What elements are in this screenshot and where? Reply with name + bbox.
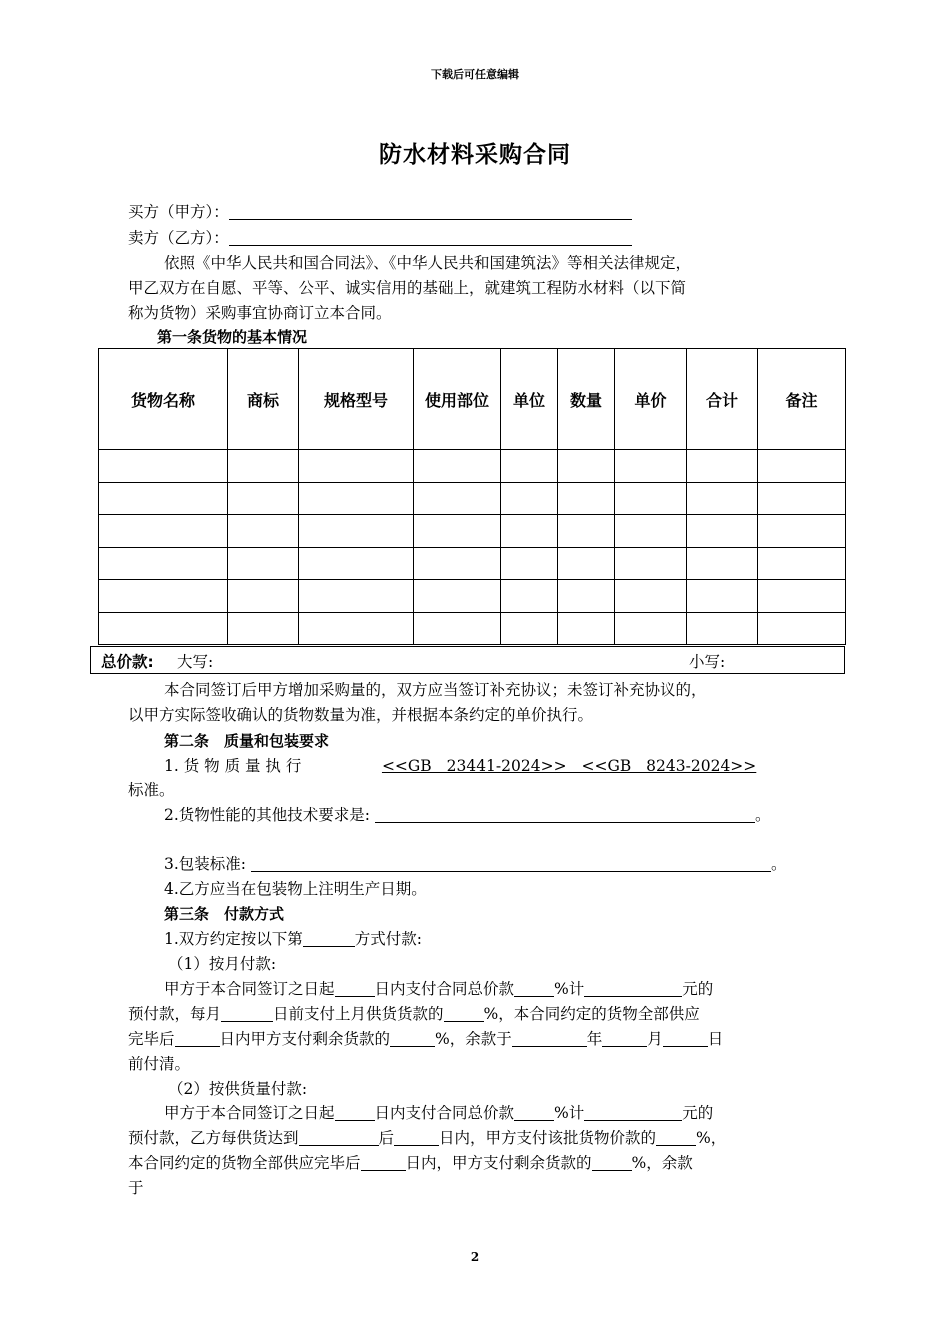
quantity-line-4: 于 bbox=[128, 1179, 144, 1197]
table-cell[interactable] bbox=[758, 450, 846, 483]
monthly-text: 日内支付合同总价款 bbox=[374, 980, 515, 998]
monthly-year-field[interactable] bbox=[512, 1030, 587, 1047]
table-header-row bbox=[99, 349, 846, 450]
goods-table bbox=[98, 348, 846, 645]
table-cell[interactable] bbox=[558, 547, 615, 580]
table-cell[interactable] bbox=[299, 580, 414, 613]
article1-title: 第一条货物的基本情况 bbox=[157, 328, 308, 346]
article2-item3 bbox=[164, 854, 786, 874]
table-cell[interactable] bbox=[501, 612, 558, 645]
table-cell[interactable] bbox=[299, 612, 414, 645]
quantity-text: 预付款，乙方每供货达到 bbox=[128, 1129, 299, 1147]
monthly-prepay-amount-field[interactable] bbox=[584, 980, 682, 997]
article2-item1-suffix: 标准。 bbox=[128, 781, 175, 799]
table-row bbox=[99, 515, 846, 548]
monthly-text: 日 bbox=[707, 1030, 724, 1048]
packaging-label: 3.包装标准: bbox=[164, 855, 247, 873]
packaging-end: 。 bbox=[770, 855, 787, 873]
table-cell[interactable] bbox=[99, 515, 228, 548]
quantity-line-3 bbox=[128, 1153, 693, 1173]
monthly-text: 完毕后 bbox=[128, 1030, 175, 1048]
article2-item4: 4.乙方应当在包装物上注明生产日期。 bbox=[164, 880, 427, 898]
col-remark: 备注 bbox=[758, 349, 846, 450]
quantity-text: 本合同约定的货物全部供应完毕后 bbox=[128, 1154, 361, 1172]
monthly-day-field[interactable] bbox=[221, 1005, 273, 1022]
packaging-field[interactable] bbox=[251, 855, 771, 872]
monthly-text: %计 bbox=[554, 980, 585, 998]
article3-title: 第三条 付款方式 bbox=[164, 905, 285, 923]
quantity-text: 元的 bbox=[682, 1104, 714, 1122]
monthly-month-field[interactable] bbox=[602, 1030, 647, 1047]
contract-title: 防水材料采购合同 bbox=[379, 142, 571, 168]
quantity-threshold-field[interactable] bbox=[299, 1129, 379, 1146]
quality-standard-value[interactable]: <<GB 23441-2024>> <<GB 8243-2024>> bbox=[381, 757, 757, 775]
table-row bbox=[99, 580, 846, 613]
monthly-text: %，余款于 bbox=[435, 1030, 512, 1048]
table-cell[interactable] bbox=[558, 580, 615, 613]
quantity-days-field[interactable] bbox=[394, 1129, 439, 1146]
quantity-text: 日内，甲方支付剩余货款的 bbox=[405, 1154, 592, 1172]
table-cell[interactable] bbox=[228, 612, 299, 645]
monthly-prepay-days-field[interactable] bbox=[335, 980, 375, 997]
quality-standard-label: 1. 货 物 质 量 执 行 bbox=[164, 757, 302, 775]
quantity-prepay-amount-field[interactable] bbox=[584, 1104, 682, 1121]
payment-method-label: 1.双方约定按以下第 bbox=[164, 930, 303, 948]
table-cell[interactable] bbox=[99, 612, 228, 645]
table-cell[interactable] bbox=[615, 450, 687, 483]
quantity-text: 后 bbox=[378, 1129, 395, 1147]
seller-field[interactable] bbox=[229, 229, 632, 246]
monthly-line-3 bbox=[128, 1029, 723, 1049]
buyer-line bbox=[128, 202, 632, 222]
monthly-text: %，本合同约定的货物全部供应 bbox=[483, 1005, 700, 1023]
monthly-text: 元的 bbox=[682, 980, 714, 998]
table-cell[interactable] bbox=[758, 515, 846, 548]
intro-line-2: 甲乙双方在自愿、平等、公平、诚实信用的基础上，就建筑工程防水材料（以下简 bbox=[128, 279, 687, 297]
col-usage: 使用部位 bbox=[414, 349, 501, 450]
table-cell[interactable] bbox=[501, 515, 558, 548]
table-cell[interactable] bbox=[414, 547, 501, 580]
table-cell[interactable] bbox=[414, 482, 501, 515]
monthly-prepay-percent-field[interactable] bbox=[514, 980, 554, 997]
table-cell[interactable] bbox=[558, 482, 615, 515]
col-unit-price: 单价 bbox=[615, 349, 687, 450]
quantity-text: %， bbox=[696, 1129, 727, 1147]
quantity-final-days-field[interactable] bbox=[361, 1154, 406, 1171]
option1-title: （1）按月付款: bbox=[168, 955, 277, 973]
table-cell[interactable] bbox=[615, 612, 687, 645]
table-cell[interactable] bbox=[228, 515, 299, 548]
monthly-final-days-field[interactable] bbox=[175, 1030, 220, 1047]
seller-label: 卖方（乙方）： bbox=[128, 229, 229, 247]
table-cell[interactable] bbox=[501, 450, 558, 483]
table-cell[interactable] bbox=[299, 547, 414, 580]
article2-item1 bbox=[164, 756, 756, 776]
quantity-final-percent-field[interactable] bbox=[592, 1154, 632, 1171]
article3-item1 bbox=[164, 929, 422, 949]
monthly-text: 甲方于本合同签订之日起 bbox=[164, 980, 335, 998]
table-cell[interactable] bbox=[687, 547, 758, 580]
tech-requirement-end: 。 bbox=[754, 806, 771, 824]
table-row bbox=[99, 482, 846, 515]
table-cell[interactable] bbox=[299, 482, 414, 515]
col-spec: 规格型号 bbox=[299, 349, 414, 450]
table-cell[interactable] bbox=[228, 547, 299, 580]
col-quantity: 数量 bbox=[558, 349, 615, 450]
monthly-line-4: 前付清。 bbox=[128, 1055, 191, 1073]
article1-note-1: 本合同签订后甲方增加采购量的，双方应当签订补充协议；未签订补充协议的， bbox=[164, 681, 707, 699]
col-goods-name: 货物名称 bbox=[99, 349, 228, 450]
intro-line-1: 依照《中华人民共和国合同法》、《中华人民共和国建筑法》等相关法律规定， bbox=[164, 254, 692, 272]
table-cell[interactable] bbox=[228, 482, 299, 515]
table-cell[interactable] bbox=[501, 482, 558, 515]
table-cell[interactable] bbox=[615, 580, 687, 613]
option2-title: （2）按供货量付款: bbox=[168, 1080, 308, 1098]
seller-line bbox=[128, 228, 632, 248]
table-cell[interactable] bbox=[501, 580, 558, 613]
table-cell[interactable] bbox=[299, 515, 414, 548]
table-cell[interactable] bbox=[228, 450, 299, 483]
table-cell[interactable] bbox=[758, 547, 846, 580]
table-cell[interactable] bbox=[758, 482, 846, 515]
quantity-text: 日内支付合同总价款 bbox=[374, 1104, 515, 1122]
col-brand: 商标 bbox=[228, 349, 299, 450]
table-row bbox=[99, 547, 846, 580]
monthly-text: 年 bbox=[586, 1030, 603, 1048]
table-cell[interactable] bbox=[687, 450, 758, 483]
monthly-text: 月 bbox=[647, 1030, 663, 1048]
table-cell[interactable] bbox=[99, 580, 228, 613]
article2-item2 bbox=[164, 805, 770, 825]
buyer-label: 买方（甲方）： bbox=[128, 203, 229, 221]
col-total: 合计 bbox=[687, 349, 758, 450]
table-cell[interactable] bbox=[758, 612, 846, 645]
table-cell[interactable] bbox=[615, 482, 687, 515]
table-cell[interactable] bbox=[414, 580, 501, 613]
table-cell[interactable] bbox=[687, 612, 758, 645]
payment-method-field[interactable] bbox=[303, 930, 355, 947]
table-row bbox=[99, 450, 846, 483]
monthly-text: 日前支付上月供货货款的 bbox=[273, 1005, 444, 1023]
table-cell[interactable] bbox=[501, 547, 558, 580]
total-uppercase-label: 大写: bbox=[177, 653, 214, 671]
payment-method-suffix: 方式付款: bbox=[354, 930, 423, 948]
table-row bbox=[99, 612, 846, 645]
monthly-final-percent-field[interactable] bbox=[390, 1030, 435, 1047]
table-cell[interactable] bbox=[99, 450, 228, 483]
quantity-line-1 bbox=[164, 1103, 713, 1123]
table-cell[interactable] bbox=[615, 547, 687, 580]
article1-note-2: 以甲方实际签收确认的货物数量为准，并根据本条约定的单价执行。 bbox=[128, 706, 594, 724]
monthly-percent-field[interactable] bbox=[444, 1005, 484, 1022]
total-numeric-label: 小写: bbox=[689, 653, 726, 671]
table-cell[interactable] bbox=[558, 515, 615, 548]
table-cell[interactable] bbox=[558, 612, 615, 645]
monthly-line-1 bbox=[164, 979, 713, 999]
quantity-prepay-percent-field[interactable] bbox=[514, 1104, 554, 1121]
col-unit: 单位 bbox=[501, 349, 558, 450]
header-note: 下载后可任意编辑 bbox=[431, 68, 519, 81]
monthly-date-field[interactable] bbox=[663, 1030, 708, 1047]
table-cell[interactable] bbox=[99, 547, 228, 580]
table-cell[interactable] bbox=[414, 515, 501, 548]
quantity-prepay-days-field[interactable] bbox=[335, 1104, 375, 1121]
table-cell[interactable] bbox=[299, 450, 414, 483]
monthly-line-2 bbox=[128, 1004, 700, 1024]
page-number: 2 bbox=[470, 1250, 480, 1264]
table-cell[interactable] bbox=[558, 450, 615, 483]
table-cell[interactable] bbox=[228, 580, 299, 613]
total-price-row bbox=[90, 646, 845, 674]
monthly-text: 日内甲方支付剩余货款的 bbox=[219, 1030, 391, 1048]
quantity-text: 甲方于本合同签订之日起 bbox=[164, 1104, 335, 1122]
table-cell[interactable] bbox=[414, 612, 501, 645]
quantity-batch-percent-field[interactable] bbox=[656, 1129, 696, 1146]
total-price-label: 总价款: bbox=[101, 653, 154, 671]
intro-line-3: 称为货物）采购事宜协商订立本合同。 bbox=[128, 304, 392, 322]
table-cell[interactable] bbox=[687, 515, 758, 548]
table-cell[interactable] bbox=[99, 482, 228, 515]
table-cell[interactable] bbox=[687, 580, 758, 613]
tech-requirement-label: 2.货物性能的其他技术要求是: bbox=[164, 806, 371, 824]
tech-requirement-field[interactable] bbox=[375, 806, 755, 823]
buyer-field[interactable] bbox=[229, 203, 632, 220]
table-cell[interactable] bbox=[758, 580, 846, 613]
table-cell[interactable] bbox=[615, 515, 687, 548]
table-cell[interactable] bbox=[414, 450, 501, 483]
quantity-text: %计 bbox=[554, 1104, 585, 1122]
quantity-line-2 bbox=[128, 1128, 726, 1148]
article2-title: 第二条 质量和包装要求 bbox=[164, 732, 330, 750]
monthly-text: 预付款，每月 bbox=[128, 1005, 222, 1023]
table-cell[interactable] bbox=[687, 482, 758, 515]
quantity-text: %，余款 bbox=[631, 1154, 693, 1172]
quantity-text: 日内，甲方支付该批货物价款的 bbox=[439, 1129, 657, 1147]
